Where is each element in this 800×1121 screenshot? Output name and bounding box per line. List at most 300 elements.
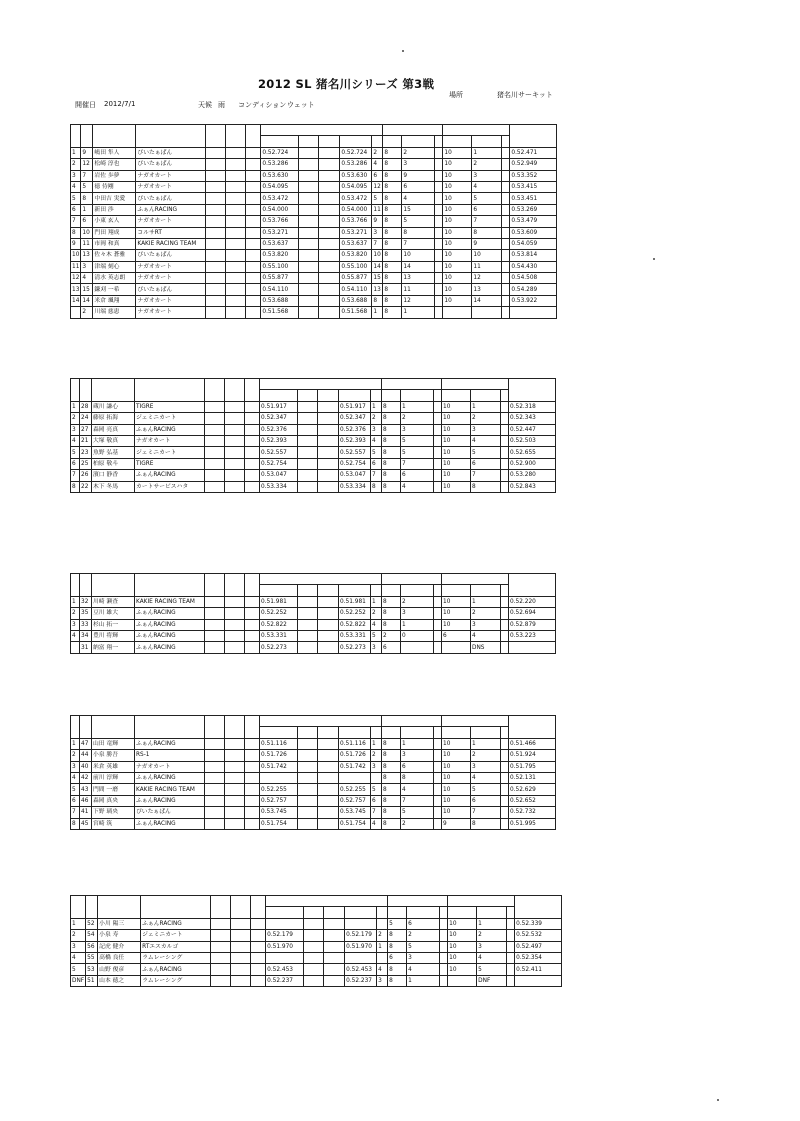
cell-pos: 6 (472, 204, 502, 215)
cell-note (501, 750, 509, 761)
cell-tt-rank: 11 (372, 204, 383, 215)
cell-driver: 鎌刈 一希 (93, 284, 136, 295)
cell-note (507, 952, 515, 963)
cell-tire (246, 159, 261, 170)
table-row (71, 413, 556, 424)
cell-entrant: ふぁんRACING (135, 818, 205, 829)
cell-tt-noise (298, 784, 318, 795)
cell-laps: 10 (443, 261, 472, 272)
cell-note (435, 295, 443, 306)
cell-tt-penalty (318, 608, 339, 619)
cell-note (435, 204, 443, 215)
cell-note (434, 630, 442, 641)
cell-laps: 10 (442, 784, 471, 795)
cell-tt-measured: 0.53.766 (261, 216, 299, 227)
cell-laps: 10 (443, 147, 472, 158)
cell-tt-penalty (319, 181, 340, 192)
cell-pos: 5 (472, 193, 502, 204)
cell-tt-penalty (319, 273, 340, 284)
col-final (443, 125, 510, 136)
cell-entrant: ラムレーシング (141, 975, 211, 986)
table-row (71, 204, 557, 215)
cell-tire (246, 204, 261, 215)
cell-driver: 記虎 健介 (98, 941, 141, 952)
cell-engine (225, 807, 245, 818)
cell-best: 0.51.795 (509, 761, 556, 772)
cell-laps: 2 (382, 630, 401, 641)
table-row (71, 941, 562, 952)
cell-note (440, 964, 448, 975)
cell-entrant: カートサービスハタ (135, 481, 205, 492)
cell-tt-noise (298, 596, 318, 607)
cell-driver: 米倉 英雄 (92, 761, 135, 772)
cell-laps: 8 (383, 284, 402, 295)
cell-note (501, 401, 509, 412)
cell-frame (205, 424, 225, 435)
cell-laps: 10 (443, 193, 472, 204)
cell-tt-official: 0.55.877 (340, 273, 372, 284)
cell-pos: 13 (402, 273, 435, 284)
cell-frame (211, 975, 231, 986)
cell-engine (226, 193, 246, 204)
table-row (71, 738, 556, 749)
cell-pos: 4 (401, 481, 434, 492)
cell-rank: 13 (71, 284, 81, 295)
cell-rank: 3 (71, 761, 80, 772)
cell-frame (205, 642, 225, 653)
cell-note (501, 608, 509, 619)
cell-no: 54 (86, 930, 98, 941)
cell-no: 10 (81, 227, 93, 238)
cell-entrant: ジェミニカート (141, 930, 211, 941)
col-best (515, 896, 562, 919)
cell-laps: 8 (382, 772, 401, 783)
cell-tt-penalty (324, 930, 345, 941)
cell-laps: 10 (443, 159, 472, 170)
table-row (71, 596, 556, 607)
cell-entrant: KAKIE RACING TEAM (135, 596, 205, 607)
cell-pos: 2 (477, 930, 507, 941)
col-tt-measured (260, 390, 298, 401)
cell-engine (225, 470, 245, 481)
col-heat (388, 896, 448, 907)
col-tt-rank (371, 727, 382, 738)
cell-tire (246, 250, 261, 261)
cell-tt-noise (304, 941, 324, 952)
cell-driver: 小泉 寿 (98, 930, 141, 941)
table-row (71, 818, 556, 829)
col-frame (205, 716, 225, 739)
cell-tire (246, 273, 261, 284)
cell-best: 0.53.223 (509, 630, 556, 641)
cell-pos: 12 (402, 295, 435, 306)
cell-frame (211, 941, 231, 952)
cell-laps: 8 (383, 181, 402, 192)
cell-driver: 川端 慈恵 (93, 307, 136, 318)
cell-tt-noise (299, 261, 319, 272)
cell-tt-penalty (318, 761, 339, 772)
cell-rank: 4 (71, 952, 86, 963)
table-row (71, 930, 562, 941)
cell-driver: 魚野 弘基 (92, 447, 135, 458)
cell-tt-noise (299, 295, 319, 306)
cell-laps: 8 (383, 159, 402, 170)
cell-tire (245, 401, 260, 412)
cell-tire (246, 147, 261, 158)
cell-best: 0.54.508 (510, 273, 557, 284)
cell-note (434, 642, 442, 653)
col-no (80, 716, 92, 739)
cell-no: 34 (80, 630, 92, 641)
cell-tire (246, 216, 261, 227)
cell-engine (225, 413, 245, 424)
cell-tt-penalty (318, 458, 339, 469)
cell-engine (226, 227, 246, 238)
cell-tt-official (345, 918, 377, 929)
cell-rank: 7 (71, 470, 80, 481)
cell-no: 52 (86, 918, 98, 929)
cell-frame (206, 204, 226, 215)
date-label: 開催日 (75, 101, 96, 109)
cell-tt-measured: 0.52.754 (260, 458, 298, 469)
col-no (86, 896, 98, 919)
cell-engine (231, 952, 251, 963)
cell-laps: 8 (383, 227, 402, 238)
cell-tt-measured: 0.53.745 (260, 807, 298, 818)
cell-driver: 豊川 将輝 (92, 630, 135, 641)
cell-laps: 10 (442, 761, 471, 772)
document-title: 2012 SL 猪名川シリーズ 第3戦 (258, 77, 435, 91)
cell-entrant: ジェミニカート (135, 447, 205, 458)
cell-pos: DNS (471, 642, 501, 653)
cell-rank: 5 (71, 964, 86, 975)
cell-frame (206, 250, 226, 261)
cell-driver: 門間 一磨 (92, 784, 135, 795)
cell-laps: 8 (382, 795, 401, 806)
cell-pos: 8 (402, 227, 435, 238)
cell-rank: 1 (71, 918, 86, 929)
cell-tire (246, 307, 261, 318)
cell-note (502, 170, 510, 181)
cell-no: 6 (81, 216, 93, 227)
cell-frame (211, 952, 231, 963)
cell-note (502, 295, 510, 306)
cell-pos: 3 (402, 159, 435, 170)
cell-tt-noise (299, 250, 319, 261)
cell-engine (226, 307, 246, 318)
cell-rank: 3 (71, 619, 80, 630)
cell-tt-measured: 0.53.047 (260, 470, 298, 481)
col-tt-measured (260, 727, 298, 738)
cell-tt-rank: 6 (371, 795, 382, 806)
cell-engine (225, 596, 245, 607)
cell-frame (206, 261, 226, 272)
cell-frame (206, 295, 226, 306)
cell-best: 0.51.924 (509, 750, 556, 761)
cell-laps: 8 (383, 216, 402, 227)
cell-entrant: ぴいたぁぱん (136, 159, 206, 170)
cell-best: 0.54.430 (510, 261, 557, 272)
cell-laps: 8 (383, 250, 402, 261)
cell-best: 0.54.289 (510, 284, 557, 295)
cell-best: 0.52.318 (509, 401, 556, 412)
cell-pos: 7 (401, 795, 434, 806)
cell-laps: 10 (442, 619, 471, 630)
cell-engine (226, 238, 246, 249)
cell-note (435, 273, 443, 284)
cell-tire (246, 261, 261, 272)
col-laps (382, 727, 401, 738)
table-row (71, 458, 556, 469)
cell-note (501, 630, 509, 641)
cell-best: 0.52.629 (509, 784, 556, 795)
table-row (71, 975, 562, 986)
cell-note (435, 307, 443, 318)
cell-tt-official: 0.52.453 (345, 964, 377, 975)
cell-pos: 1 (471, 401, 501, 412)
cell-tire (245, 784, 260, 795)
cell-entrant: ナガオカート (135, 761, 205, 772)
cell-driver: 嶋田 隼人 (93, 147, 136, 158)
cell-frame (205, 596, 225, 607)
cell-note (440, 975, 448, 986)
cell-tt-penalty (318, 784, 339, 795)
cell-tt-rank: 12 (372, 181, 383, 192)
cell-pos: 8 (471, 818, 501, 829)
cell-laps: 10 (443, 284, 472, 295)
cell-tt-noise (298, 401, 318, 412)
cell-tire (245, 596, 260, 607)
col-driver (92, 379, 135, 402)
cell-rank: 1 (71, 147, 81, 158)
cell-laps: 8 (388, 941, 407, 952)
cell-tt-rank: 5 (371, 784, 382, 795)
cell-entrant: ジェミニカート (135, 413, 205, 424)
cell-frame (206, 193, 226, 204)
cell-note (502, 204, 510, 215)
cell-tt-rank: 1 (372, 307, 383, 318)
col-rank (71, 896, 86, 919)
table-row (71, 952, 562, 963)
cell-tt-penalty (318, 435, 339, 446)
cell-tire (246, 227, 261, 238)
cell-tt-penalty (319, 261, 340, 272)
cell-no: 40 (80, 761, 92, 772)
table-row (71, 630, 556, 641)
cell-entrant: ナガオカート (135, 435, 205, 446)
cell-tt-penalty (319, 227, 340, 238)
col-tt-penalty (319, 136, 340, 147)
cell-driver: 前川 淳輝 (92, 772, 135, 783)
cell-note (434, 424, 442, 435)
table-row (71, 918, 562, 929)
cell-pos: 4 (471, 630, 501, 641)
cell-no: 51 (86, 975, 98, 986)
cell-entrant: ふぁんRACING (136, 204, 206, 215)
cell-tt-rank: 4 (371, 818, 382, 829)
col-tt-measured (261, 136, 299, 147)
cell-pos: 4 (477, 952, 507, 963)
cell-tt-measured: 0.51.981 (260, 596, 298, 607)
cell-tire (251, 941, 266, 952)
cell-rank: 2 (71, 413, 80, 424)
cell-tire (245, 458, 260, 469)
table-row (71, 470, 556, 481)
cell-tire (245, 818, 260, 829)
cell-tt-measured: 0.52.179 (266, 930, 304, 941)
cell-driver: 門田 翔成 (93, 227, 136, 238)
col-tt-penalty (318, 585, 339, 596)
table-row (71, 642, 556, 653)
col-driver (98, 896, 141, 919)
cell-tt-penalty (319, 170, 340, 181)
cell-engine (231, 941, 251, 952)
cell-tt-penalty (318, 738, 339, 749)
table-row (71, 481, 556, 492)
cell-tt-penalty (318, 401, 339, 412)
cell-tire (245, 772, 260, 783)
cell-laps: 8 (383, 170, 402, 181)
cell-tire (251, 952, 266, 963)
cell-laps: 10 (443, 181, 472, 192)
cell-best: 0.52.532 (515, 930, 562, 941)
cell-tt-rank: 15 (372, 273, 383, 284)
col-tt-noise (298, 727, 318, 738)
cell-rank: 12 (71, 273, 81, 284)
cell-note (435, 227, 443, 238)
cell-tt-noise (304, 964, 324, 975)
cell-pos: 5 (401, 447, 434, 458)
cell-tt-measured: 0.52.393 (260, 435, 298, 446)
cell-laps: 6 (382, 642, 401, 653)
cell-no: 55 (86, 952, 98, 963)
cell-engine (226, 284, 246, 295)
cell-tt-penalty (319, 284, 340, 295)
cell-tt-penalty (318, 481, 339, 492)
cell-entrant: ナガオカート (136, 307, 206, 318)
col-driver (92, 716, 135, 739)
cell-frame (205, 818, 225, 829)
col-tt-rank (377, 907, 388, 918)
cell-no: 26 (80, 470, 92, 481)
cell-driver: 大塚 敬真 (92, 435, 135, 446)
cell-tt-noise (298, 447, 318, 458)
cell-laps: 10 (442, 750, 471, 761)
table-row (71, 284, 557, 295)
cell-laps: 8 (388, 930, 407, 941)
cell-tt-penalty (324, 964, 345, 975)
cell-laps: 10 (442, 738, 471, 749)
cell-tt-measured: 0.52.822 (260, 619, 298, 630)
cell-tt-noise (298, 761, 318, 772)
cell-tt-official: 0.54.000 (340, 204, 372, 215)
cell-frame (205, 630, 225, 641)
cell-laps: 8 (383, 193, 402, 204)
cell-tt-measured: 0.52.237 (266, 975, 304, 986)
cell-tt-penalty (318, 470, 339, 481)
cell-entrant: ナガオカート (136, 216, 206, 227)
col-note (440, 907, 448, 918)
col-rank (71, 125, 81, 148)
cell-note (435, 181, 443, 192)
cell-note (501, 470, 509, 481)
condition-label: コンディション (238, 101, 287, 109)
col-driver (92, 574, 135, 597)
cell-tt-measured: 0.52.252 (260, 608, 298, 619)
cell-note (435, 193, 443, 204)
cell-laps: 10 (442, 772, 471, 783)
col-no (80, 574, 92, 597)
table-row (71, 401, 556, 412)
cell-engine (231, 930, 251, 941)
cell-tire (246, 284, 261, 295)
cell-entrant: ふぁんRACING (135, 424, 205, 435)
cell-entrant: ナガオカート (136, 261, 206, 272)
cell-tt-noise (298, 772, 318, 783)
cell-tire (251, 964, 266, 975)
cell-best (509, 642, 556, 653)
cell-driver: 森岡 亮真 (92, 424, 135, 435)
col-note (434, 390, 442, 401)
cell-best: 0.53.814 (510, 250, 557, 261)
col-frame (206, 125, 226, 148)
cell-tt-rank: 7 (371, 470, 382, 481)
cell-tt-official: 0.51.754 (339, 818, 371, 829)
cell-frame (205, 784, 225, 795)
cell-note (501, 807, 509, 818)
cell-best: 0.53.922 (510, 295, 557, 306)
cell-entrant: ぴいたぁぱん (136, 193, 206, 204)
cell-laps: 8 (382, 435, 401, 446)
cell-no: 21 (80, 435, 92, 446)
col-laps (383, 136, 402, 147)
cell-laps: 10 (448, 941, 477, 952)
cell-tt-penalty (318, 630, 339, 641)
col-pos (401, 585, 434, 596)
cell-note (507, 964, 515, 975)
cell-pos: 6 (402, 181, 435, 192)
cell-laps (443, 307, 472, 318)
cell-frame (205, 750, 225, 761)
cell-tt-noise (298, 413, 318, 424)
cell-note (502, 261, 510, 272)
cell-tt-rank: 4 (371, 619, 382, 630)
cell-tt-official: 0.51.917 (339, 401, 371, 412)
cell-frame (205, 470, 225, 481)
cell-laps: 10 (442, 458, 471, 469)
cell-pos: 14 (402, 261, 435, 272)
col-best (510, 125, 557, 148)
table-row (71, 147, 557, 158)
cell-note (434, 772, 442, 783)
cell-frame (206, 216, 226, 227)
cell-engine (225, 642, 245, 653)
cell-tt-penalty (318, 642, 339, 653)
cell-note (501, 424, 509, 435)
cell-driver: 小川 陽三 (98, 918, 141, 929)
cell-tt-rank: 5 (372, 193, 383, 204)
cell-note (435, 170, 443, 181)
table-row (71, 435, 556, 446)
cell-note (501, 642, 509, 653)
cell-best (515, 975, 562, 986)
cell-tt-noise (304, 930, 324, 941)
cell-best: 0.52.131 (509, 772, 556, 783)
col-pos (471, 727, 501, 738)
cell-tt-official (339, 772, 371, 783)
cell-tt-rank: 14 (372, 261, 383, 272)
cell-rank: 6 (71, 795, 80, 806)
